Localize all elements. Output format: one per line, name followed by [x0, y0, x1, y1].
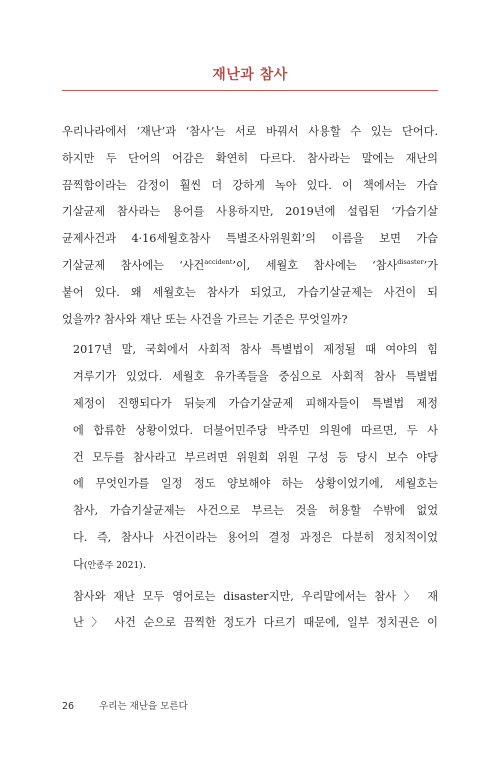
text-fragment: ’이, 세월호 참사에는 ‘참사	[232, 258, 398, 272]
citation: (안종주 2021)	[83, 560, 143, 571]
text-line: 균제사건과 4·16세월호참사 특별조사위원회’의 이름을 보면 가습	[62, 232, 438, 246]
text-line: 겨루기가 있었다. 세월호 유가족들을 중심으로 사회적 참사 특별법	[73, 370, 438, 384]
text-line: 우리나라에서 ‘재난’과 ‘참사’는 서로 바꿔서 사용할 수 있는 단어다.	[62, 125, 438, 138]
text-line: 난 〉 사건 순으로 끔찍한 정도가 다르기 때문에, 일부 정치권은 이	[73, 616, 438, 630]
paragraph-3	[62, 584, 438, 638]
superscript-accident: accident	[204, 257, 233, 266]
paragraph-2	[62, 337, 438, 579]
book-title: 우리는 재난을 모른다	[99, 701, 188, 712]
superscript-disaster: disaster	[397, 257, 424, 266]
text-line: 끔찍함이라는 감정이 훨씬 더 강하게 녹아 있다. 이 책에서는 가습	[62, 178, 438, 192]
text-line: 2017년 말, 국회에서 사회적 참사 특별법이 제정될 때 여야의 힘	[73, 343, 438, 357]
body-text	[62, 119, 438, 637]
text-line: 에 무엇인가를 일정 정도 양보해야 하는 상황이었기에, 세월호는	[73, 477, 438, 491]
text-line: 기살균제 참사라는 용어를 사용하지만, 2019년에 설립된 ‘가습기살	[62, 205, 438, 219]
chapter-title: 재난과 참사	[212, 67, 288, 83]
page-footer	[62, 698, 188, 712]
paragraph-1	[62, 119, 438, 333]
text-line: 건 모두를 참사라고 부르려면 위원회 위원 구성 등 당시 보수 야당	[73, 450, 438, 464]
text-fragment: .	[142, 557, 147, 571]
text-line: 다. 즉, 참사나 사건이라는 용어의 결정 과정은 다분히 정치적이었	[73, 530, 438, 544]
text-fragment: 기살균제 참사에는 ‘사건	[62, 258, 205, 272]
text-fragment: ’가	[423, 258, 438, 272]
text-line: 하지만 두 단어의 어감은 확연히 다르다. 참사라는 말에는 재난의	[62, 151, 438, 165]
title-divider	[62, 90, 438, 91]
text-line	[62, 552, 438, 580]
text-fragment: 다	[73, 557, 84, 571]
text-line: 제정이 진행되다가 뒤늦게 가습기살균제 피해자들이 특별법 제정	[73, 396, 438, 410]
text-line: 붙어 있다. 왜 세월호는 참사가 되었고, 가습기살균제는 사건이 되	[62, 285, 438, 299]
text-line: 참사, 가습기살균제는 사건으로 부르는 것을 허용할 수밖에 없었	[73, 504, 438, 518]
text-line: 참사와 재난 모두 영어로는 disaster지만, 우리말에서는 참사 〉 재	[73, 589, 438, 603]
page-number: 26	[62, 701, 75, 712]
text-line: 에 합류한 상황이었다. 더불어민주당 박주민 의원에 따르면, 두 사	[73, 423, 438, 437]
text-line	[62, 253, 438, 280]
text-line: 었을까? 참사와 재난 또는 사건을 가르는 기준은 무엇일까?	[62, 312, 348, 326]
